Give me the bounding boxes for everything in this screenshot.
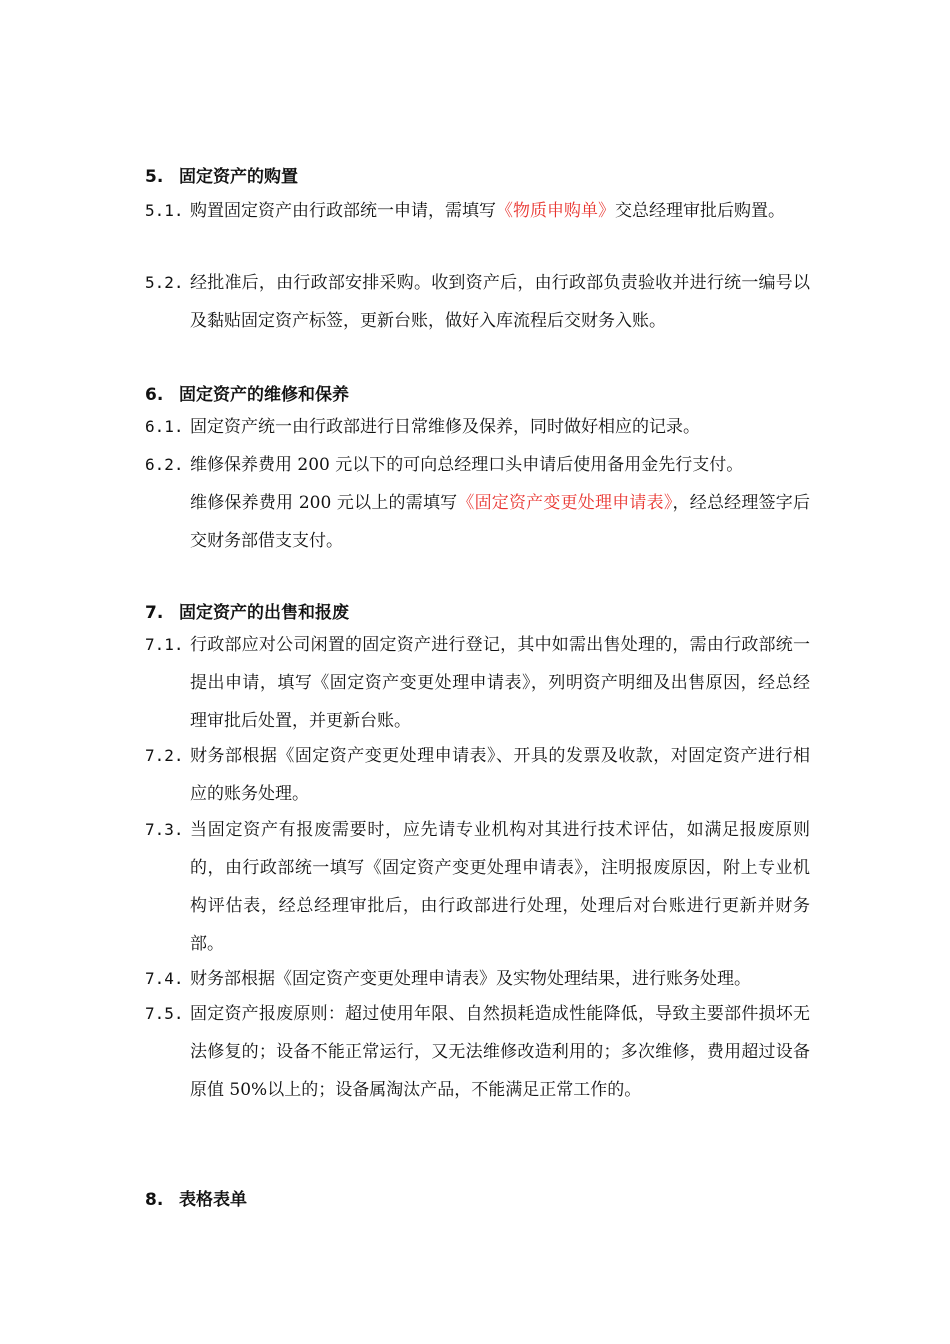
section-title: 表格表单 bbox=[179, 1190, 247, 1210]
clause-5-2: 5.2. 经批准后，由行政部安排采购。收到资产后，由行政部负责验收并进行统一编号以及黏贴固定资产标签，更新台账，做好入库流程后交财务入账。 bbox=[145, 273, 810, 331]
clause-number: 5.2. bbox=[145, 273, 184, 292]
clause-7-5: 7.5. 固定资产报废原则：超过使用年限、自然损耗造成性能降低，导致主要部件损坏无法修复的；设备不能正常运行，又无法维修改造利用的；多次维修，费用超过设备原值 50%以上的；设备属淘汰产品，不能满足正常工作的。 bbox=[145, 1004, 810, 1100]
section-number: 6. bbox=[145, 385, 164, 405]
clause-7-1: 7.1. 行政部应对公司闲置的固定资产进行登记，其中如需出售处理的，需由行政部统一提出申请，填写《固定资产变更处理申请表》，列明资产明细及出售原因，经总经理审批后处置，并更新台账。 bbox=[145, 635, 810, 731]
section-7-heading bbox=[145, 598, 349, 623]
clause-number: 6.1. bbox=[145, 417, 184, 436]
clause-6-2: 6.2. 维修保养费用 200 元以下的可向总经理口头申请后使用备用金先行支付。 维修保养费用 200 元以上的需填写《固定资产变更处理申请表》，经总经理签字后交财务部借支支付。 bbox=[145, 455, 810, 551]
section-6-heading bbox=[145, 380, 349, 405]
form-reference: 《固定资产变更处理申请表》 bbox=[457, 493, 673, 513]
clause-number: 7.3. bbox=[145, 820, 184, 839]
section-title: 固定资产的维修和保养 bbox=[179, 385, 349, 405]
section-5-heading bbox=[145, 162, 298, 187]
clause-number: 6.2. bbox=[145, 455, 184, 474]
section-8-heading bbox=[145, 1185, 247, 1210]
clause-number: 7.5. bbox=[145, 1004, 184, 1023]
section-title: 固定资产的出售和报废 bbox=[179, 603, 349, 623]
clause-7-2: 7.2. 财务部根据《固定资产变更处理申请表》、开具的发票及收款，对固定资产进行相应的账务处理。 bbox=[145, 746, 810, 804]
form-reference: 《物质申购单》 bbox=[496, 201, 615, 221]
section-number: 8. bbox=[145, 1190, 164, 1210]
section-number: 7. bbox=[145, 603, 164, 623]
section-title: 固定资产的购置 bbox=[179, 167, 298, 187]
clause-6-1: 6.1. 固定资产统一由行政部进行日常维修及保养，同时做好相应的记录。 bbox=[145, 417, 700, 437]
clause-number: 7.4. bbox=[145, 969, 184, 988]
clause-number: 7.2. bbox=[145, 746, 184, 765]
clause-7-4: 7.4. 财务部根据《固定资产变更处理申请表》及实物处理结果，进行账务处理。 bbox=[145, 969, 751, 989]
clause-number: 5.1. bbox=[145, 201, 184, 220]
section-number: 5. bbox=[145, 167, 164, 187]
clause-5-1: 5.1. 购置固定资产由行政部统一申请，需填写《物质申购单》交总经理审批后购置。 bbox=[145, 201, 785, 221]
clause-7-3: 7.3. 当固定资产有报废需要时，应先请专业机构对其进行技术评估，如满足报废原则的，由行政部统一填写《固定资产变更处理申请表》，注明报废原因，附上专业机构评估表，经总经理审批后，由行政部进行处理，处理后对台账进行更新并财务部。 bbox=[145, 820, 810, 954]
clause-number: 7.1. bbox=[145, 635, 184, 654]
